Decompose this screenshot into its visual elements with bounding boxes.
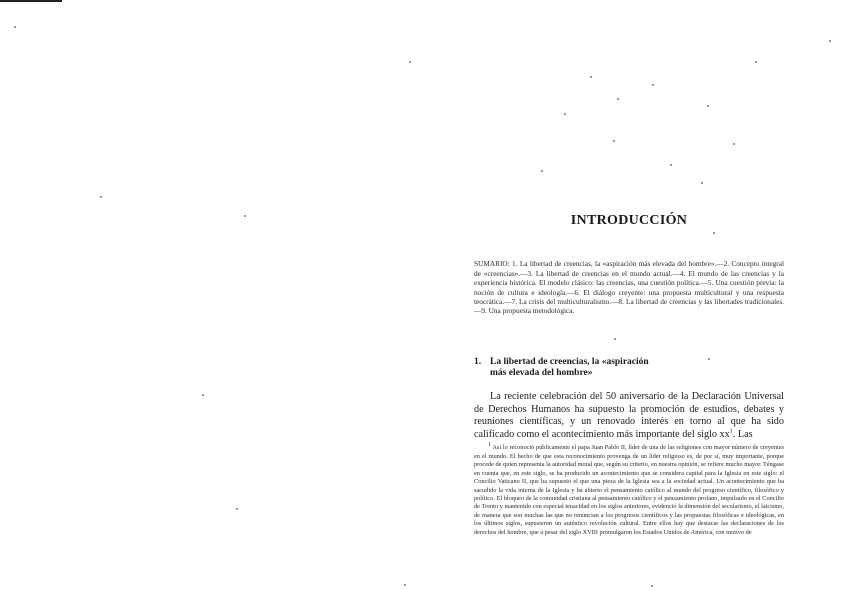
scan-speck <box>613 140 615 142</box>
scan-speck <box>100 196 102 198</box>
scan-speck <box>236 508 238 510</box>
scan-corner-mark <box>0 0 62 2</box>
scan-speck <box>564 113 566 115</box>
summary <box>474 259 784 315</box>
scan-speck <box>701 182 703 184</box>
scan-speck <box>755 61 757 63</box>
scan-speck <box>670 164 672 166</box>
scan-speck <box>202 394 204 396</box>
scan-speck <box>617 98 619 100</box>
scan-speck <box>404 584 406 586</box>
summary-text: 1. La libertad de creencias, la «aspiración más elevada del hombre».—2. Concepto integral de «creencias».—3. La libertad de creencias en el mundo actual.—4. El mundo de las creencias y la experiencia histórica. El modelo clásico: las creencias, una cuestión política.—5. Una cuestión previa: la noción de cultura e ideología.—6. El diálogo creyente: una propuesta multicultural y una respuesta teocrática.—7. La crisis del multiculturalismo.—8. La libertad de creencias y las libertades tradicionales.—9. Una propuesta metodológica. <box>474 259 785 316</box>
scan-speck <box>614 338 616 340</box>
scan-speck <box>14 26 16 28</box>
scan-speck <box>829 40 831 42</box>
scan-speck <box>541 170 543 172</box>
body-paragraph <box>474 391 784 441</box>
body-paragraph-text: La reciente celebración del 50 aniversario de la Declaración Universal de Derechos Humanos ha supuesto la promoción de estudios, debates y reuniones científicas, y un renovado interés en torno al que ha sido calificado como el acontecimiento más importante del siglo xx <box>474 391 784 440</box>
scan-speck <box>652 84 654 86</box>
scan-speck <box>409 61 411 63</box>
scan-speck <box>707 105 709 107</box>
footnote-text: Así lo reconoció públicamente el papa Juan Pablo II, líder de una de las religiones con mayor número de creyentes en el mundo. El hecho de que esta reconocimiento provenga de un líder religioso es, de por sí, muy importante, porque procede de quien representa la autoridad moral que, según su criterio, en nuestra opinión, se refiere mucho mayor. Téngase en cuenta que, en este siglo, se ha producido un acontecimiento que se considera capital para la Iglesia en este siglo: el Concilio Vaticano II, que ha supuesto el que una pieza de la Iglesia sea a la sociedad actual. Un acontecimiento que ha sacudido la vida interna de la Iglesia y ha abierto el pensamiento católico al mundo del progreso científico, filosófico y político. El bloqueo de la comunidad cristiana al pensamiento católico y el pensamiento profano, impulsado en el Concilio de Trento y mantenido con especial tenacidad en los siglos anteriores, evidenció la dimensión del secularismo, el laicismo, de manera que son muchas las que no renuncian a los progresos científicos y las propuestas filosóficas e ideológicas, en los últimos siglos, supusieron un auténtico revolución cultural. Entre ellos hay que destacar las declaraciones de los derechos del hombre, que a pesar del siglo XVIII promulgaron los Estados Unidos de América, con motivo de <box>474 444 784 536</box>
footnote-reference: 1 <box>729 428 733 435</box>
chapter-title: INTRODUCCIÓN <box>570 213 688 229</box>
section-title: La libertad de creencias, la «aspiración más elevada del hombre» <box>490 356 649 378</box>
scan-speck <box>733 143 735 145</box>
scan-speck <box>590 76 592 78</box>
footnote-number: 1 <box>488 442 491 449</box>
footnote <box>474 444 784 537</box>
summary-label: SUMARIO: <box>474 259 510 269</box>
scan-speck <box>713 232 715 234</box>
scan-speck <box>244 215 246 217</box>
scan-speck <box>651 585 653 587</box>
body-paragraph-tail: . Las <box>732 428 753 440</box>
section-number: 1. <box>474 356 482 367</box>
section-heading <box>474 357 784 379</box>
